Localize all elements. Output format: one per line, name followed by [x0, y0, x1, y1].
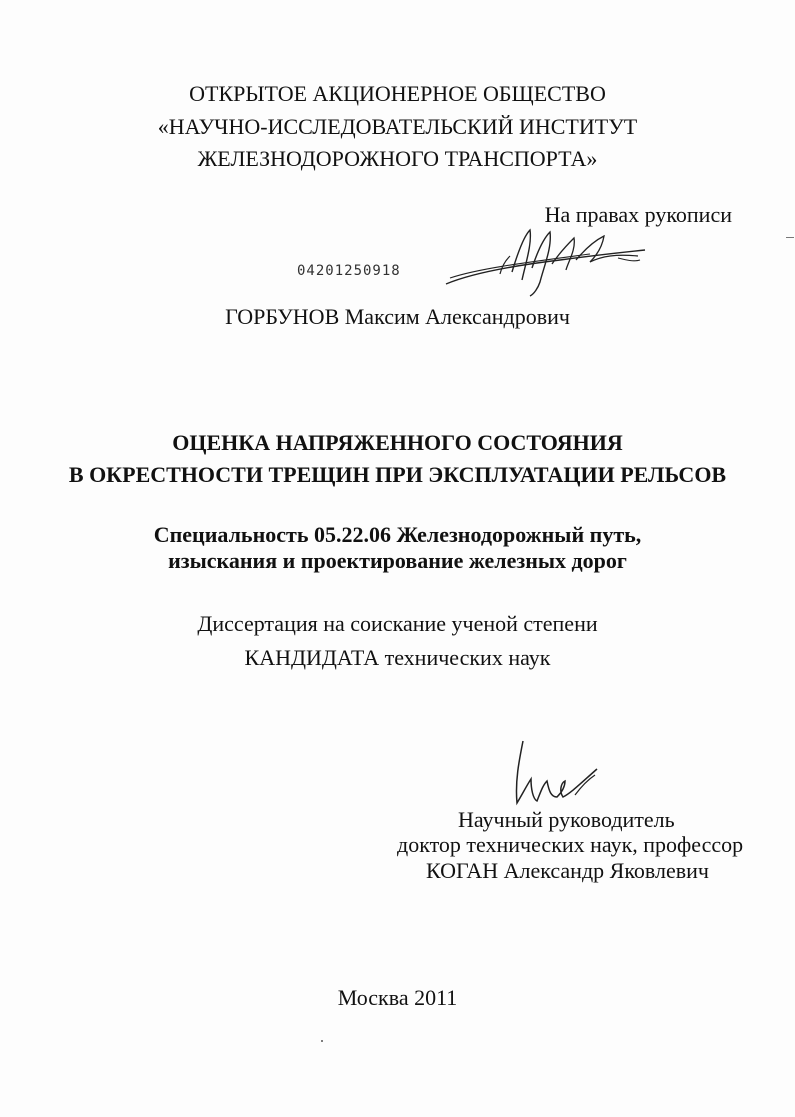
- org-line-2: «НАУЧНО-ИССЛЕДОВАТЕЛЬСКИЙ ИНСТИТУТ: [157, 114, 638, 139]
- stamp-number: 04201250918: [297, 263, 401, 279]
- manuscript-note: На правах рукописи: [544, 202, 732, 227]
- city-year: Москва 2011: [337, 985, 458, 1010]
- supervisor-credentials: доктор технических наук, профессор: [397, 832, 744, 857]
- author-signature: [440, 222, 650, 302]
- degree-line-1: Диссертация на соискание ученой степени: [197, 611, 598, 636]
- dissertation-title-line-1: ОЦЕНКА НАПРЯЖЕННОГО СОСТОЯНИЯ: [172, 430, 623, 455]
- scan-speck: [321, 1040, 323, 1042]
- specialty-line-1: Специальность 05.22.06 Железнодорожный путь,: [153, 522, 642, 547]
- specialty-line-2: изыскания и проектирование железных дорог: [168, 548, 627, 573]
- author-name: ГОРБУНОВ Максим Александрович: [225, 304, 570, 329]
- supervisor-signature: [505, 735, 605, 810]
- org-line-1: ОТКРЫТОЕ АКЦИОНЕРНОЕ ОБЩЕСТВО: [189, 81, 606, 106]
- org-line-3: ЖЕЛЕЗНОДОРОЖНОГО ТРАНСПОРТА»: [197, 146, 598, 171]
- supervisor-name: КОГАН Александр Яковлевич: [426, 858, 709, 883]
- scan-mark: [786, 237, 794, 238]
- supervisor-role: Научный руководитель: [458, 807, 675, 832]
- dissertation-title-line-2: В ОКРЕСТНОСТИ ТРЕЩИН ПРИ ЭКСПЛУАТАЦИИ РЕЛЬСОВ: [68, 462, 727, 487]
- degree-line-2: КАНДИДАТА технических наук: [244, 645, 551, 670]
